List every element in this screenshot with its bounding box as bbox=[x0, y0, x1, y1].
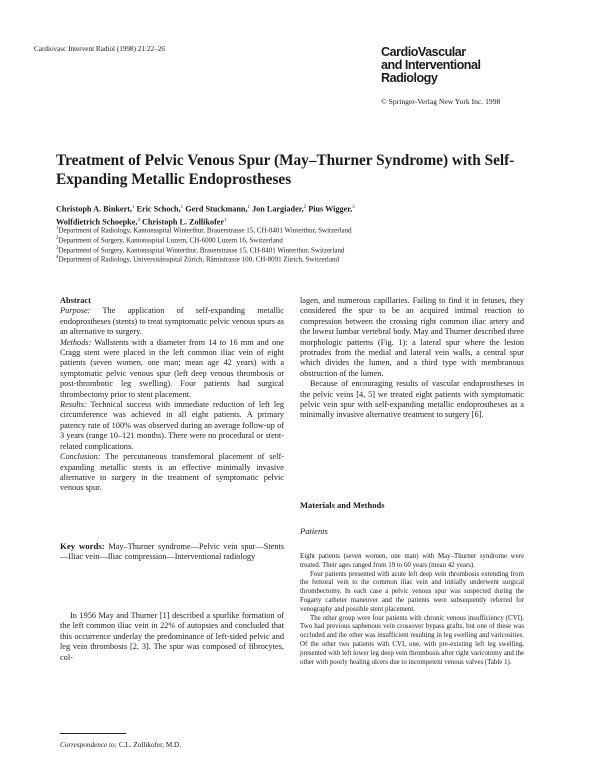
correspondence-footnote bbox=[60, 741, 181, 749]
author: Christoph A. Binkert, bbox=[56, 204, 132, 214]
affiliation-text: Department of Surgery, Kantonsspital Winterthur, Brauerstrasse 15, CH-8401 Winterthur, Switzerland bbox=[58, 245, 345, 254]
abstract-conclusion bbox=[60, 452, 284, 494]
author-affiliation-mark: 1 bbox=[180, 205, 184, 210]
author: Jon Largiader, bbox=[252, 204, 304, 214]
intro-continued bbox=[300, 296, 524, 421]
journal-logo bbox=[381, 46, 480, 85]
author-affiliation-mark: 4 bbox=[137, 218, 140, 224]
journal-name-line3: Radiology bbox=[381, 71, 438, 85]
affiliation-text: Department of Radiology, Kantonsspital Winterthur, Brauerstrasse 15, CH-8401 Winterthur, Switzerland bbox=[58, 226, 352, 235]
abstract-results bbox=[60, 400, 284, 452]
results-label: Results: bbox=[60, 400, 87, 410]
abstract-block bbox=[60, 296, 284, 494]
conclusion-label: Conclusion: bbox=[60, 452, 101, 462]
affiliation-list bbox=[56, 225, 556, 264]
abstract-heading: Abstract bbox=[60, 296, 91, 305]
copyright-notice: © Springer-Verlag New York Inc. 1998 bbox=[381, 97, 501, 106]
correspondence-label: Correspondence to: bbox=[60, 741, 118, 749]
abstract-purpose bbox=[60, 306, 284, 337]
keywords-label: Key words: bbox=[60, 541, 105, 551]
author: Eric Schoch, bbox=[136, 204, 181, 214]
methods-label: Methods: bbox=[60, 337, 92, 347]
author-affiliation-mark: 1 bbox=[131, 205, 135, 210]
methods-text: Wallstents with a diameter from 14 to 16 mm and one Cragg stent were placed in the left common iliac vein of eight patients (seven women, one man; mean age 42 years) with a symptomatic pelvic venous spur (left deep venous thrombosis or post-thrombotic leg swelling). Four patients had surgical thrombectomy prior to stent placement. bbox=[60, 337, 284, 399]
introduction-paragraph bbox=[60, 611, 284, 663]
affiliation bbox=[56, 225, 556, 235]
author: Christoph L. Zollikofer bbox=[141, 217, 225, 227]
affiliation-text: Department of Surgery, Kantonsspital Luzern, CH-6000 Luzern 16, Switzerland bbox=[58, 236, 283, 245]
patients-paragraph: The other group were four patients with chronic venous insufficiency (CVI). Two had previous saphenous vein crossover bypass grafts, but one of these was occluded and the other was insufficient resulting in leg swelling and varicosities. Of the other two patients with CVI, one, with pre-existing left leg swelling, presented with left lower leg deep vein thrombosis after right varicotomy and the other with poorly healing ulcers due to incompetent venous valves (Table 1). bbox=[300, 614, 524, 666]
affiliation-mark: 2 bbox=[56, 235, 59, 241]
author: Pius Wigger, bbox=[308, 204, 353, 214]
section-heading-methods: Materials and Methods bbox=[300, 500, 385, 510]
intro-paragraph: lagen, and numerous capillaries. Failing to find it in fetuses, they considered the spur to be an acquired intimal reaction to compression between the crossing right common iliac artery and the lowest lumbar vertebral body. May and Thurner described three morphologic patterns (Fig. 1): a lateral spur where the lesion protrudes from the medial and lateral vein walls, a central spur which divides the lumen, and a third type with membranous obstruction of the lumen. bbox=[300, 296, 524, 378]
affiliation-text: Department of Radiology, Universitätsspital Zürich, Rämistrasse 100, CH-8091 Zürich, Switzerland bbox=[58, 255, 339, 264]
article-title: Treatment of Pelvic Venous Spur (May–Thurner Syndrome) with Self-Expanding Metallic Endoprostheses bbox=[56, 152, 515, 188]
correspondence-text: C.L. Zollikofer, M.D. bbox=[118, 741, 182, 749]
affiliation-mark: 4 bbox=[56, 255, 59, 261]
intro-text: In 1956 May and Thurner [1] described a spurlike formation of the left common iliac vein in 22% of autopsies and concluded that this occurrence underlay the predominance of left-sided pelvic and leg vein thrombosis [2, 3]. The spur was composed of fibrocytes, col- bbox=[60, 611, 284, 662]
patients-paragraph: Eight patients (seven women, one man) with May–Thurner syndrome were treated. Their ages ranged from 19 to 60 years (mean 42 years). bbox=[300, 553, 524, 569]
author-affiliation-mark: 2 bbox=[303, 205, 307, 210]
author-affiliation-mark: 3 bbox=[352, 205, 355, 210]
keywords-text: May–Thurner syndrome—Pelvic vein spur—Stents—Iliac vein—Iliac compression—Interventional radiology bbox=[60, 542, 285, 562]
intro-paragraph: Because of encouraging results of vascular endoprostheses in the pelvic veins [4, 5] we treated eight patients with symptomatic pelvic vein spur with self-expanding metallic endoprostheses as a minimally invasive alternative treatment to surgery [6]. bbox=[300, 379, 524, 420]
footnote-divider bbox=[60, 733, 126, 734]
author: Gerd Stuckmann, bbox=[185, 204, 248, 214]
patients-paragraph: Four patients presented with acute left deep vein thrombosis extending from the femoral vein to the common iliac vein and initially underwent surgical thrombectomy. In each case a pelvic venous spur was suspected during the Fogarty catheter maneuver and the patients were subsequently referred for venography and possible stent placement. bbox=[300, 570, 524, 613]
affiliation bbox=[56, 245, 556, 255]
journal-citation: Cardiovasc Intervent Radiol (1998) 21:22–26 bbox=[34, 45, 165, 53]
author-affiliation-mark: 1 bbox=[224, 218, 227, 224]
subsection-heading-patients: Patients bbox=[300, 526, 328, 536]
affiliation-mark: 1 bbox=[56, 226, 59, 231]
affiliation bbox=[56, 254, 556, 264]
affiliation-mark: 3 bbox=[56, 245, 59, 251]
results-text: Technical success with immediate reduction of left leg circumference was achieved in all eight patients. A primary patency rate of 100% was observed during an average follow-up of 3 years (range 10–121 months). There were no procedural or stent-related complications. bbox=[60, 400, 284, 451]
patients-section bbox=[300, 553, 524, 667]
author: Wolfdietrich Schoepke, bbox=[56, 217, 138, 227]
purpose-text: The application of self-expanding metallic endoprostheses (stents) to treat symptomatic pelvic venous spurs as an alternative to surgery. bbox=[60, 306, 284, 337]
keywords-block bbox=[60, 541, 284, 563]
journal-name-line2: and Interventional bbox=[381, 58, 481, 72]
conclusion-text: The percutaneous transfemoral placement of self-expanding metallic stents is an effective minimally invasive alternative to surgery in the treatment of symptomatic pelvic venous spur. bbox=[60, 452, 284, 493]
purpose-label: Purpose: bbox=[60, 306, 91, 316]
affiliation bbox=[56, 235, 556, 245]
abstract-methods bbox=[60, 338, 284, 400]
author-affiliation-mark: 1 bbox=[247, 205, 251, 210]
journal-name-line1: CardioVascular bbox=[381, 45, 466, 59]
